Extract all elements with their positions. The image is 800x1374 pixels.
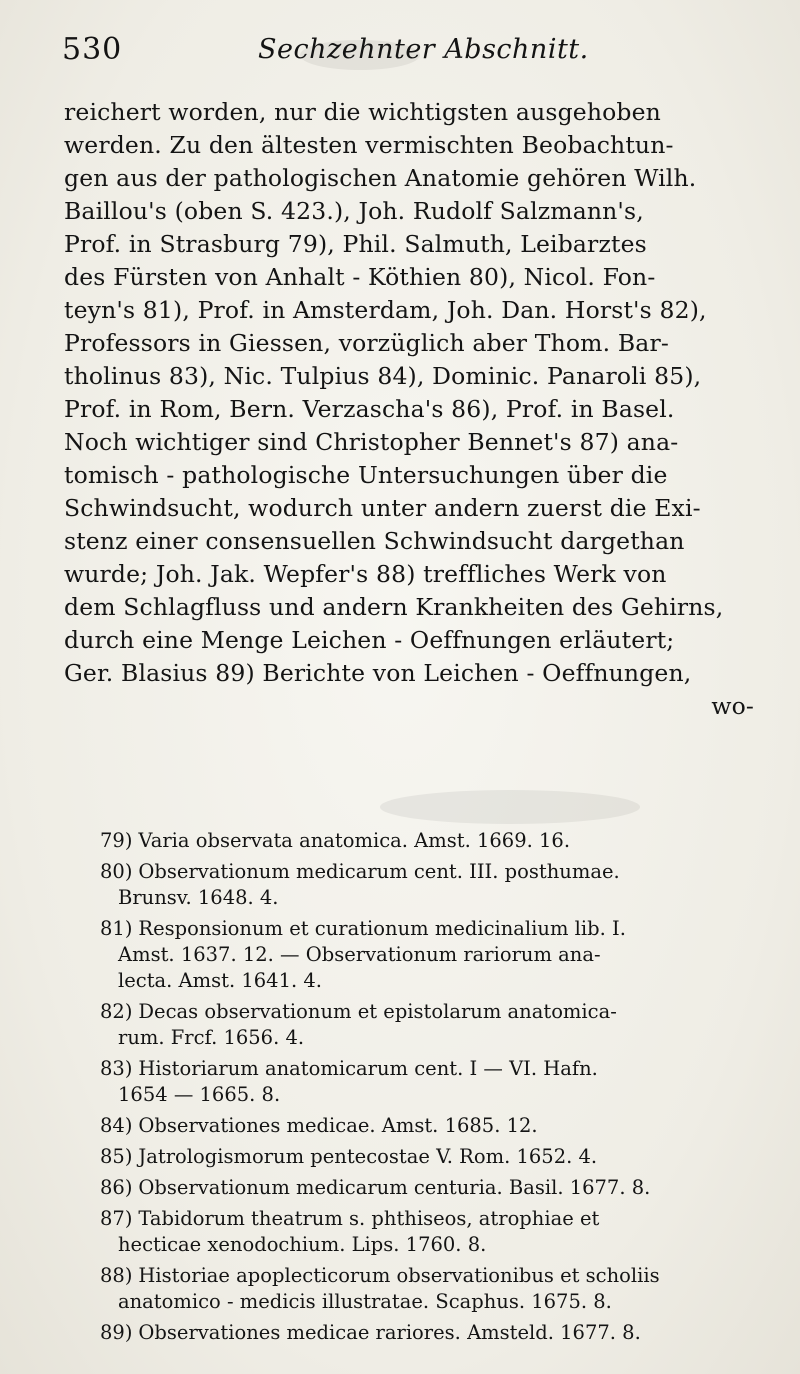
text-line: Professors in Giessen, vorzüglich aber Thom. Bar- bbox=[64, 329, 669, 357]
footnote-number: 80) bbox=[100, 860, 133, 883]
text-line: teyn's 81), Prof. in Amsterdam, Joh. Dan. Horst's 82), bbox=[64, 296, 707, 324]
text-line: tholinus 83), Nic. Tulpius 84), Dominic. Panaroli 85), bbox=[64, 362, 702, 390]
footnote-text: Jatrologismorum pentecostae V. Rom. 1652. 4. bbox=[138, 1145, 598, 1168]
footnote-text: 1654 — 1665. 8. bbox=[118, 1083, 281, 1106]
footnote bbox=[100, 828, 756, 854]
footnote-text: Responsionum et curationum medicinalium lib. I. bbox=[138, 917, 626, 940]
main-text bbox=[64, 96, 754, 723]
footnote-text: rum. Frcf. 1656. 4. bbox=[118, 1026, 305, 1049]
text-line: Noch wichtiger sind Christopher Bennet's 87) ana- bbox=[64, 428, 679, 456]
text-line: stenz einer consensuellen Schwindsucht dargethan bbox=[64, 527, 685, 555]
footnote-text: Observationes medicae. Amst. 1685. 12. bbox=[138, 1114, 538, 1137]
footnote-number: 89) bbox=[100, 1321, 133, 1344]
footnote-number: 87) bbox=[100, 1207, 133, 1230]
footnote-text: hecticae xenodochium. Lips. 1760. 8. bbox=[118, 1233, 487, 1256]
page-header bbox=[62, 30, 742, 76]
text-line: Prof. in Strasburg 79), Phil. Salmuth, Leibarztes bbox=[64, 230, 647, 258]
footnote-text: Historiarum anatomicarum cent. I — VI. Hafn. bbox=[138, 1057, 598, 1080]
footnote bbox=[100, 1056, 756, 1108]
page-number: 530 bbox=[62, 32, 123, 67]
text-line: des Fürsten von Anhalt - Köthien 80), Nicol. Fon- bbox=[64, 263, 656, 291]
footnote-text: Varia observata anatomica. Amst. 1669. 16. bbox=[138, 829, 571, 852]
text-line: gen aus der pathologischen Anatomie gehören Wilh. bbox=[64, 164, 697, 192]
text-line: reichert worden, nur die wichtigsten ausgehoben bbox=[64, 98, 661, 126]
footnote-text: lecta. Amst. 1641. 4. bbox=[118, 969, 322, 992]
footnote-text: Observationes medicae rariores. Amsteld. 1677. 8. bbox=[138, 1321, 641, 1344]
footnote bbox=[100, 1113, 756, 1139]
bleed-through-spot bbox=[380, 790, 640, 824]
footnote-number: 86) bbox=[100, 1176, 133, 1199]
running-head: Sechzehnter Abschnitt. bbox=[258, 34, 589, 65]
footnote-text: Observationum medicarum cent. III. posthumae. bbox=[138, 860, 620, 883]
text-line: durch eine Menge Leichen - Oeffnungen erläutert; bbox=[64, 626, 675, 654]
footnote-number: 83) bbox=[100, 1057, 133, 1080]
footnote-number: 84) bbox=[100, 1114, 133, 1137]
footnote-number: 79) bbox=[100, 829, 133, 852]
footnote bbox=[100, 1144, 756, 1170]
footnote-text: anatomico - medicis illustratae. Scaphus. 1675. 8. bbox=[118, 1290, 612, 1313]
text-line: Ger. Blasius 89) Berichte von Leichen - Oeffnungen, bbox=[64, 659, 692, 687]
footnote bbox=[100, 1206, 756, 1258]
text-line: dem Schlagfluss und andern Krankheiten des Gehirns, bbox=[64, 593, 724, 621]
footnote bbox=[100, 1263, 756, 1315]
footnote-number: 88) bbox=[100, 1264, 133, 1287]
text-line: tomisch - pathologische Untersuchungen über die bbox=[64, 461, 668, 489]
text-line: Schwindsucht, wodurch unter andern zuerst die Exi- bbox=[64, 494, 701, 522]
footnote bbox=[100, 1175, 756, 1201]
footnote-number: 81) bbox=[100, 917, 133, 940]
footnote bbox=[100, 916, 756, 994]
text-line: Baillou's (oben S. 423.), Joh. Rudolf Salzmann's, bbox=[64, 197, 644, 225]
text-line: Prof. in Rom, Bern. Verzascha's 86), Prof. in Basel. bbox=[64, 395, 675, 423]
footnotes bbox=[100, 828, 756, 1351]
footnote-text: Observationum medicarum centuria. Basil. 1677. 8. bbox=[138, 1176, 651, 1199]
footnote bbox=[100, 999, 756, 1051]
footnote-number: 82) bbox=[100, 1000, 133, 1023]
footnote bbox=[100, 859, 756, 911]
footnote-text: Tabidorum theatrum s. phthiseos, atrophiae et bbox=[138, 1207, 600, 1230]
text-line: werden. Zu den ältesten vermischten Beobachtun- bbox=[64, 131, 674, 159]
footnote-number: 85) bbox=[100, 1145, 133, 1168]
text-line: wurde; Joh. Jak. Wepfer's 88) treffliches Werk von bbox=[64, 560, 667, 588]
footnote-text: Historiae apoplecticorum observationibus et scholiis bbox=[138, 1264, 660, 1287]
footnote-text: Amst. 1637. 12. — Observationum rariorum ana- bbox=[118, 943, 601, 966]
footnote-text: Brunsv. 1648. 4. bbox=[118, 886, 279, 909]
footnote-text: Decas observationum et epistolarum anatomica- bbox=[138, 1000, 617, 1023]
footnote bbox=[100, 1320, 756, 1346]
catchword: wo- bbox=[711, 692, 754, 720]
